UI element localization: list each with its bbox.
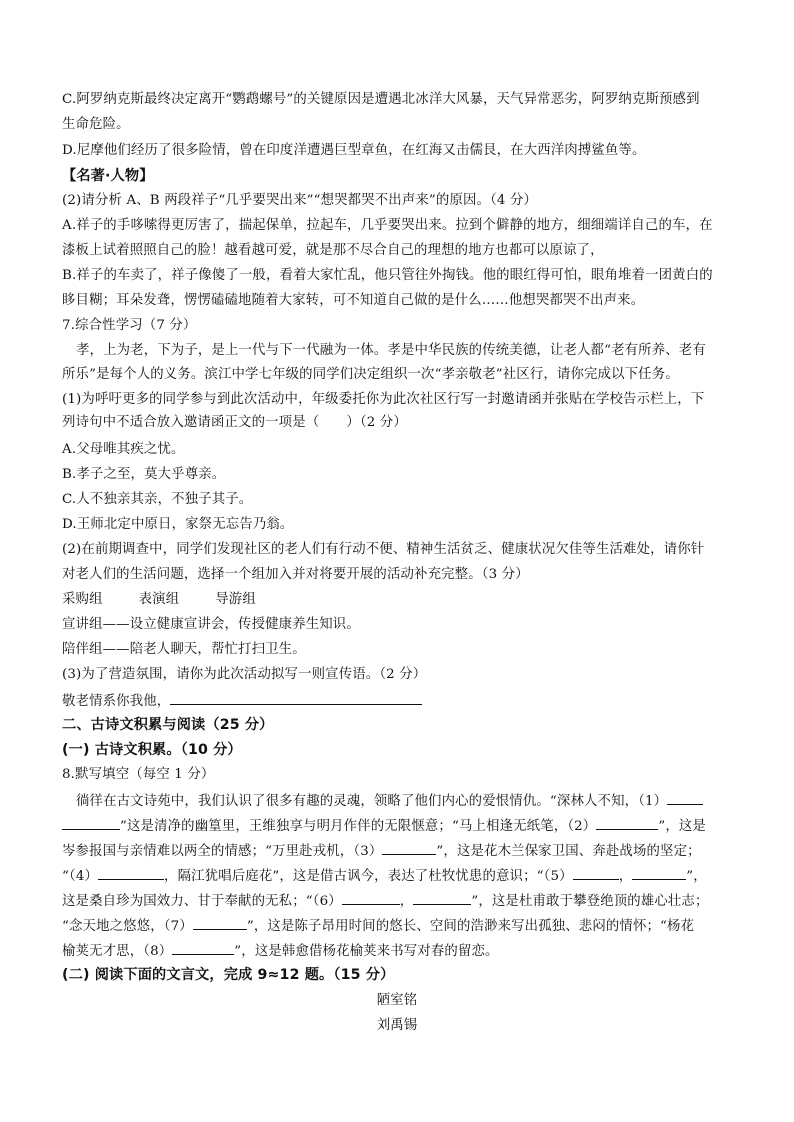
q7-option-d: D.王师北定中原日，家祭无忘告乃翁。 — [62, 517, 294, 532]
q7-slogan-line — [62, 689, 738, 713]
q8-line6: “念天地之悠悠，（7） ”，这是陈子昂用时间的悠长、空间的浩渺来写出孤独、悲闷的情怀；“杨花 — [62, 914, 738, 938]
q6-option-c-line1: C.阿罗纳克斯最终决定离开“鹦鹉螺号”的关键原因是遭遇北冰洋大风暴，天气异常恶劣，阿罗纳克斯预感到 — [62, 92, 700, 107]
group-purchase: 采购组 — [62, 592, 103, 607]
q6-option-c-line2: 生命危险。 — [62, 117, 130, 132]
slogan-answer-blank[interactable] — [170, 689, 422, 705]
q7-title: 7.综合性学习（7 分） — [62, 318, 197, 333]
slogan-prefix: 敬老情系你我他， — [62, 694, 171, 709]
q7-group-list — [62, 589, 738, 611]
blank-2[interactable] — [596, 814, 658, 830]
q7-option-a: A.父母唯其疾之忧。 — [62, 442, 185, 457]
blank-1a[interactable] — [667, 789, 703, 805]
q7-group-line1: 宣讲组——设立健康宣讲会，传授健康养生知识。 — [62, 617, 360, 632]
q7-sub2-line1: (2)在前期调查中，同学们发现社区的老人们有行动不便、精神生活贫乏、健康状况欠佳等生活难处，请你针 — [62, 542, 705, 557]
q7-option-c: C.人不独亲其亲，不独子其子。 — [62, 492, 253, 507]
q6-tag: 【名著·人物】 — [62, 168, 154, 184]
part2-sub2-heading: (二) 阅读下面的文言文，完成 9≈12 题。（15 分） — [62, 967, 395, 983]
blank-5b[interactable] — [632, 864, 686, 880]
blank-4[interactable] — [98, 864, 164, 880]
poem-title: 陋室铭 — [376, 993, 418, 1008]
q8-line1: 徜徉在古文诗苑中，我们认识了很多有趣的灵魂，领略了他们内心的爱恨情仇。“深林人不知，（1） — [76, 789, 738, 813]
blank-7[interactable] — [193, 914, 247, 930]
q7-sub3: (3)为了营造氛围，请你为此次活动拟写一则宣传语。（2 分） — [62, 667, 427, 682]
poem-author: 刘禹锡 — [376, 1018, 418, 1033]
q8-title: 8.默写填空（每空 1 分） — [62, 767, 215, 782]
q7-option-b: B.孝子之至，莫大乎尊亲。 — [62, 467, 226, 482]
part2-heading: 二、古诗文积累与阅读（25 分） — [62, 717, 274, 733]
blank-1b[interactable] — [62, 814, 120, 830]
q8-line5: 这是桑自珍为国效力、甘于奉献的无私；“（6） ， ”，这是杜甫敢于攀登绝顶的雄心壮志； — [62, 889, 738, 913]
group-guide: 导游组 — [215, 592, 256, 607]
q8-line2: ”这是清净的幽篁里，王维独享与明月作伴的无限惬意；“马上相逢无纸笔，（2） ”，这是 — [62, 814, 738, 838]
blank-3[interactable] — [382, 839, 436, 855]
blank-8[interactable] — [172, 939, 234, 955]
q7-intro-line2: 所乐”是每个人的义务。滨江中学七年级的同学们决定组织一次“孝亲敬老”社区行，请你完成以下任务。 — [62, 367, 679, 382]
blank-5a[interactable] — [573, 864, 619, 880]
blank-6b[interactable] — [413, 889, 471, 905]
q7-intro-line1: 孝，上为老，下为子，是上一代与下一代融为一体。孝是中华民族的传统美德，让老人都“老有所养、老有 — [76, 343, 706, 358]
part2-sub1-heading: (一) 古诗文积累。（10 分） — [62, 742, 242, 758]
blank-6a[interactable] — [342, 889, 400, 905]
q6-passage-a-line2: 漆板上试着照照自己的脸！越看越可爱，就是那不尽合自己的理想的地方也都可以原谅了， — [62, 243, 604, 258]
q8-line7: 榆荚无才思，（8） ”，这是韩愈借杨花榆荚来书写对春的留恋。 — [62, 939, 738, 963]
q7-group-line2: 陪伴组——陪老人聊天，帮忙打扫卫生。 — [62, 642, 306, 657]
q8-line4: “（4） ，隔江犹唱后庭花”，这是借古讽今，表达了杜牧忧患的意识；“（5） ， ”， — [62, 864, 738, 888]
q7-sub1-line2: 列诗句中不适合放入邀请函正文的一项是（ ）（2 分） — [62, 415, 407, 430]
q6-passage-b-line1: B.祥子的车卖了，祥子像傻了一般，看着大家忙乱，他只管往外掏钱。他的眼红得可怕，眼角堆着一团黄白的 — [62, 268, 713, 283]
q6-passage-a-line1: A.祥子的手哆嗦得更厉害了，揣起保单，拉起车，几乎要哭出来。拉到个僻静的地方，细细端详自己的车，在 — [62, 218, 713, 233]
q8-line3: 岑参报国与亲情难以两全的情感；“万里赴戎机，（3） ”，这是花木兰保家卫国、奔赴战场的坚定； — [62, 839, 738, 863]
q6-passage-b-line2: 眵目糊；耳朵发聋，愣愣磕磕地随着大家转，可不知道自己做的是什么……他想哭都哭不出声来。 — [62, 293, 645, 308]
q7-sub2-line2: 对老人们的生活问题，选择一个组加入并对将要开展的活动补充完整。（3 分） — [62, 567, 529, 582]
group-performance: 表演组 — [138, 592, 180, 607]
q6-sub2-question: (2)请分析 A、B 两段祥子“几乎要哭出来”“想哭都哭不出声来”的原因。（4 分） — [62, 193, 538, 208]
q6-option-d: D.尼摩他们经历了很多险情，曾在印度洋遭遇巨型章鱼，在红海又击儒艮，在大西洋肉搏鲨鱼等。 — [62, 143, 646, 158]
q7-sub1-line1: (1)为呼吁更多的同学参与到此次活动中，年级委托你为此次社区行写一封邀请函并张贴在学校告示栏上，下 — [62, 392, 705, 407]
